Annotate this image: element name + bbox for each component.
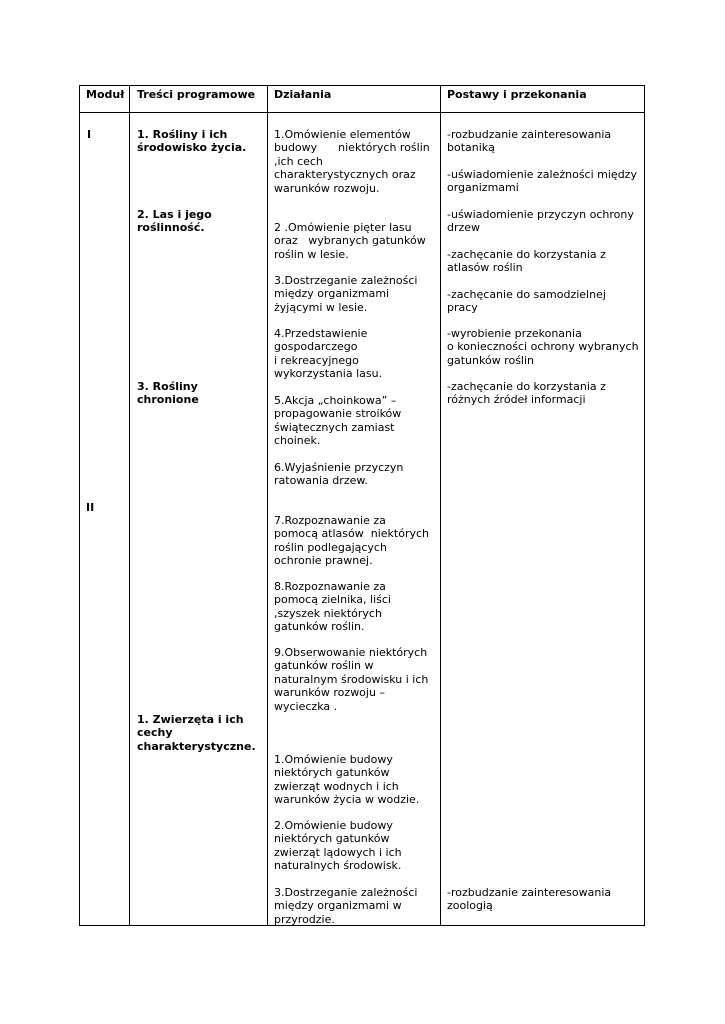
action-line: 9.Obserwowanie niektórych <box>274 646 428 659</box>
topic-line: 1. Zwierzęta i ich <box>137 713 244 726</box>
action-line: pomocą zielnika, liści <box>274 593 391 607</box>
action-line: 5.Akcja „choinkowa” – <box>274 394 397 407</box>
attitude-8 <box>447 886 611 913</box>
action-line: warunków życia w wodzie. <box>274 793 420 807</box>
topic-line: cechy <box>137 726 173 740</box>
topic-2 <box>137 208 212 235</box>
action-line: warunków rozwoju – <box>274 686 385 700</box>
action-line: gospodarczego <box>274 340 358 354</box>
attitude-3 <box>447 208 634 235</box>
topic-line: środowisko życia. <box>137 141 247 155</box>
attitude-line: zoologią <box>447 899 493 913</box>
action-line: gatunków roślin. <box>274 620 365 634</box>
action-line: ochronie prawnej. <box>274 554 373 568</box>
action-line: roślin w lesie. <box>274 247 349 261</box>
attitude-6 <box>447 327 639 367</box>
attitude-line: -zachęcanie do korzystania z <box>447 380 606 393</box>
action-9 <box>274 646 428 713</box>
action-line: 6.Wyjaśnienie przyczyn <box>274 461 404 474</box>
action-line: choinek. <box>274 434 321 448</box>
attitude-line: różnych źródeł informacji <box>447 393 586 407</box>
header-postawy: Postawy i przekonania <box>447 88 587 101</box>
action-7 <box>274 514 429 568</box>
action-line: budowy niektórych roślin <box>274 141 430 155</box>
attitude-line: -uświadomienie przyczyn ochrony <box>447 208 634 221</box>
action-6 <box>274 461 403 488</box>
action-line: 8.Rozpoznawanie za <box>274 580 386 593</box>
topic-1 <box>137 128 246 155</box>
action-2 <box>274 221 426 261</box>
header-dzialania: Działania <box>274 88 332 101</box>
action-line: niektórych gatunków <box>274 832 390 846</box>
action-b3 <box>274 886 417 926</box>
action-8 <box>274 580 391 634</box>
attitude-1 <box>447 128 611 155</box>
action-line: 2 .Omówienie pięter lasu <box>274 221 412 234</box>
topic-line: charakterystyczne. <box>137 739 256 753</box>
module-1: I <box>87 128 92 141</box>
action-line: 1.Omówienie budowy <box>274 753 393 766</box>
topic-3 <box>137 380 199 407</box>
column-divider-3 <box>440 85 441 926</box>
action-line: gatunków roślin w <box>274 659 374 673</box>
topic-4 <box>137 713 256 753</box>
action-1 <box>274 128 430 195</box>
attitude-5 <box>447 288 606 315</box>
attitude-line: -zachęcanie do korzystania z <box>447 248 606 261</box>
attitude-line: -uświadomienie zależności między <box>447 168 637 181</box>
attitude-line: drzew <box>447 221 481 235</box>
action-line: ratowania drzew. <box>274 474 368 488</box>
action-line: 7.Rozpoznawanie za <box>274 514 386 527</box>
action-line: 1.Omówienie elementów <box>274 128 411 141</box>
attitude-line: gatunków roślin <box>447 353 535 367</box>
column-divider-2 <box>267 85 268 926</box>
attitude-line: -rozbudzanie zainteresowania <box>447 886 612 899</box>
attitude-line: botaniką <box>447 141 495 155</box>
header-tresci: Treści programowe <box>137 88 256 101</box>
action-line: ,ich cech <box>274 154 323 168</box>
attitude-line: o konieczności ochrony wybranych <box>447 340 639 354</box>
attitude-line: atlasów roślin <box>447 261 523 275</box>
action-line: propagowanie stroików <box>274 407 402 421</box>
attitude-line: pracy <box>447 301 478 315</box>
attitude-line: -zachęcanie do samodzielnej <box>447 288 606 301</box>
action-line: między organizmami w <box>274 899 402 913</box>
action-line: charakterystycznych oraz <box>274 168 416 182</box>
action-line: między organizmami <box>274 287 390 301</box>
action-line: zwierząt lądowych i ich <box>274 845 402 859</box>
action-line: ,szyszek niektórych <box>274 606 382 620</box>
action-line: świątecznych zamiast <box>274 420 395 434</box>
topic-line: chronione <box>137 393 199 407</box>
action-line: wykorzystania lasu. <box>274 367 383 381</box>
topic-line: 2. Las i jego <box>137 208 212 221</box>
action-line: pomocą atlasów niektórych <box>274 527 430 541</box>
action-line: i rekreacyjnego <box>274 353 359 367</box>
attitude-4 <box>447 248 606 275</box>
attitude-7 <box>447 380 606 407</box>
action-line: przyrodzie. <box>274 912 335 926</box>
action-line: oraz wybranych gatunków <box>274 234 426 248</box>
topic-line: 3. Rośliny <box>137 380 198 393</box>
action-line: naturalnych środowisk. <box>274 859 402 873</box>
attitude-line: -rozbudzanie zainteresowania <box>447 128 612 141</box>
action-b1 <box>274 753 419 807</box>
action-5 <box>274 394 401 448</box>
column-divider-1 <box>129 85 130 926</box>
attitude-line: -wyrobienie przekonania <box>447 327 582 340</box>
action-line: 4.Przedstawienie <box>274 327 368 340</box>
action-line: niektórych gatunków <box>274 766 390 780</box>
action-line: wycieczka . <box>274 699 338 713</box>
action-3 <box>274 274 417 314</box>
action-4 <box>274 327 382 381</box>
module-2: II <box>86 501 95 514</box>
action-line: żyjącymi w lesie. <box>274 300 368 314</box>
action-line: zwierząt wodnych i ich <box>274 779 399 793</box>
action-line: 2.Omówienie budowy <box>274 819 393 832</box>
header-divider <box>79 112 645 113</box>
header-modul: Moduł <box>86 88 125 101</box>
topic-line: roślinność. <box>137 221 205 235</box>
action-line: naturalnym środowisku i ich <box>274 672 429 686</box>
action-line: 3.Dostrzeganie zależności <box>274 274 418 287</box>
action-b2 <box>274 819 402 873</box>
action-line: roślin podlegających <box>274 540 387 554</box>
attitude-2 <box>447 168 637 195</box>
action-line: warunków rozwoju. <box>274 181 380 195</box>
topic-line: 1. Rośliny i ich <box>137 128 228 141</box>
attitude-line: organizmami <box>447 181 519 195</box>
action-line: 3.Dostrzeganie zależności <box>274 886 418 899</box>
